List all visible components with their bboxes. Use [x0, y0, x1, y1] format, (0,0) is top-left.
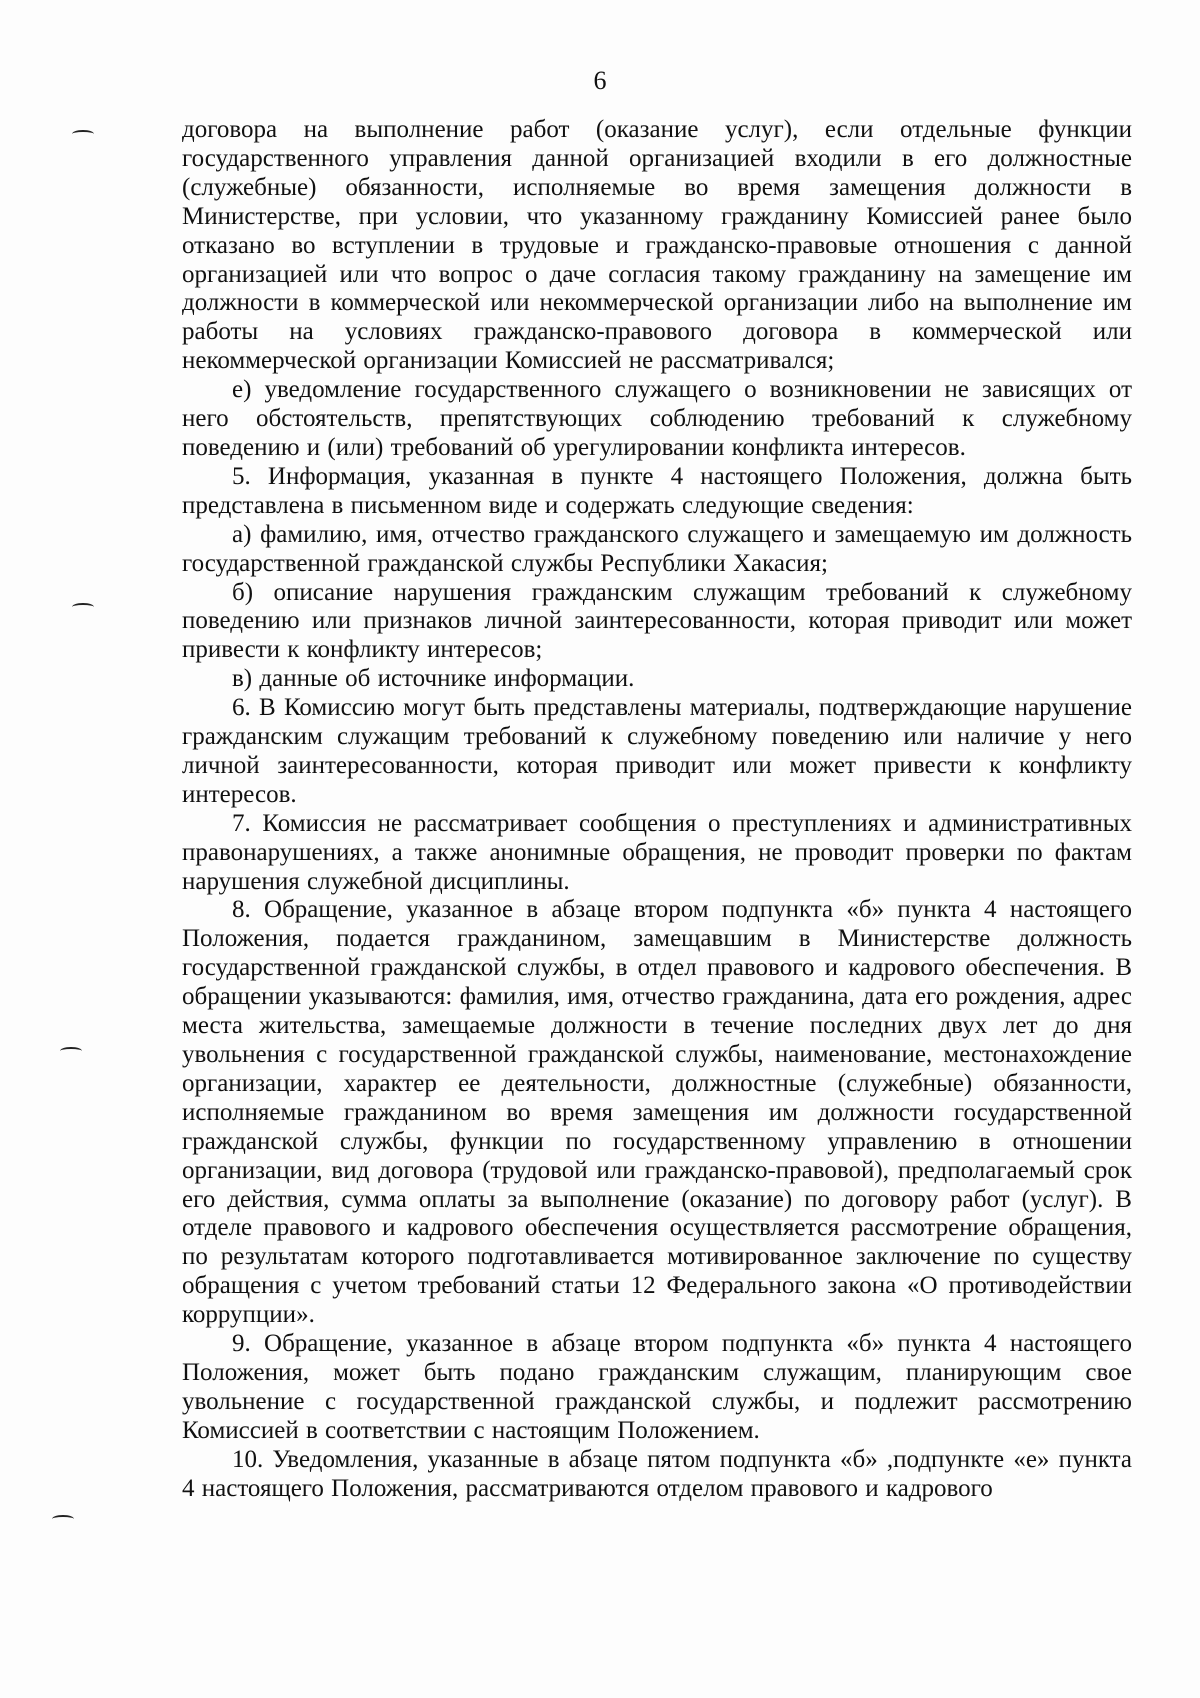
paragraph-5-v: в) данные об источнике информации.: [232, 665, 635, 693]
margin-mark: [52, 1515, 74, 1523]
margin-mark: [72, 603, 94, 611]
paragraph-9: 9. Обращение, указанное в абзаце втором подпункта «б» пункта 4 настоящего Положения, может быть подано гражданским служащим, планирующим свое увольнение с государственной гражданской службы, и подлежит рассмотрению Комиссией в соответствии с настоящим Положением.: [182, 1330, 1132, 1444]
paragraph-5-b: б) описание нарушения гражданским служащим требований к служебному поведению или признаков личной заинтересованности, которая приводит или может привести к конфликту интересов;: [182, 578, 1132, 664]
paragraph-10: 10. Уведомления, указанные в абзаце пятом подпункта «б» ,подпункте «е» пункта 4 настоящего Положения, рассматриваются отделом правового и кадрового: [182, 1445, 1132, 1502]
document-body: [182, 116, 1132, 1504]
margin-mark: [60, 1047, 82, 1055]
paragraph-5-a: а) фамилию, имя, отчество гражданского служащего и замещаемую им должность государственной гражданской службы Республики Хакасия;: [182, 520, 1132, 577]
paragraph-8: 8. Обращение, указанное в абзаце втором подпункта «б» пункта 4 настоящего Положения, подается гражданином, замещавшим в Министерстве должность государственной гражданской службы, в отдел правового и кадрового обеспечения. В обращении указываются: фамилия, имя, отчество гражданина, дата его рождения, адрес места жительства, замещаемые должности в течение последних двух лет до дня увольнения с государственной гражданской службы, наименование, местонахождение организации, характер ее деятельности, должностные (служебные) обязанности, исполняемые гражданином во время замещения им должности государственной гражданской службы, функции по государственному управлению в отношении организации, вид договора (трудовой или гражданско-правовой), предполагаемый срок его действия, сумма оплаты за выполнение (оказание) по договору работ (услуг). В отделе правового и кадрового обеспечения осуществляется рассмотрение обращения, по результатам которого подготавливается мотивированное заключение по существу обращения с учетом требований статьи 12 Федерального закона «О противодействии коррупции».: [182, 896, 1132, 1329]
paragraph-7: 7. Комиссия не рассматривает сообщения о преступлениях и административных правонарушениях, а также анонимные обращения, не проводит проверки по фактам нарушения служебной дисциплины.: [182, 809, 1132, 895]
margin-mark: [72, 130, 94, 138]
paragraph-continuation: договора на выполнение работ (оказание услуг), если отдельные функции государственного управления данной организацией входили в его должностные (служебные) обязанности, исполняемые во время замещения должности в Министерстве, при условии, что указанному гражданину Комиссией ранее было отказано во вступлении в трудовые и гражданско-правовые отношения с данной организацией или что вопрос о даче согласия такому гражданину на замещение им должности в коммерческой или некоммерческой организации либо на выполнение им работы на условиях гражданско-правового договора в коммерческой или некоммерческой организации Комиссией не рассматривался;: [182, 116, 1132, 375]
paragraph-5: 5. Информация, указанная в пункте 4 настоящего Положения, должна быть представлена в письменном виде и содержать следующие сведения:: [182, 462, 1132, 519]
page-number: 6: [593, 66, 607, 95]
paragraph-6: 6. В Комиссию могут быть представлены материалы, подтверждающие нарушение гражданским служащим требований к служебному поведению или наличие у него личной заинтересованности, которая приводит или может привести к конфликту интересов.: [182, 694, 1132, 808]
paragraph-item-e: е) уведомление государственного служащего о возникновении не зависящих от него обстоятельств, препятствующих соблюдению требований к служебному поведению и (или) требований об урегулировании конфликта интересов.: [182, 376, 1132, 461]
